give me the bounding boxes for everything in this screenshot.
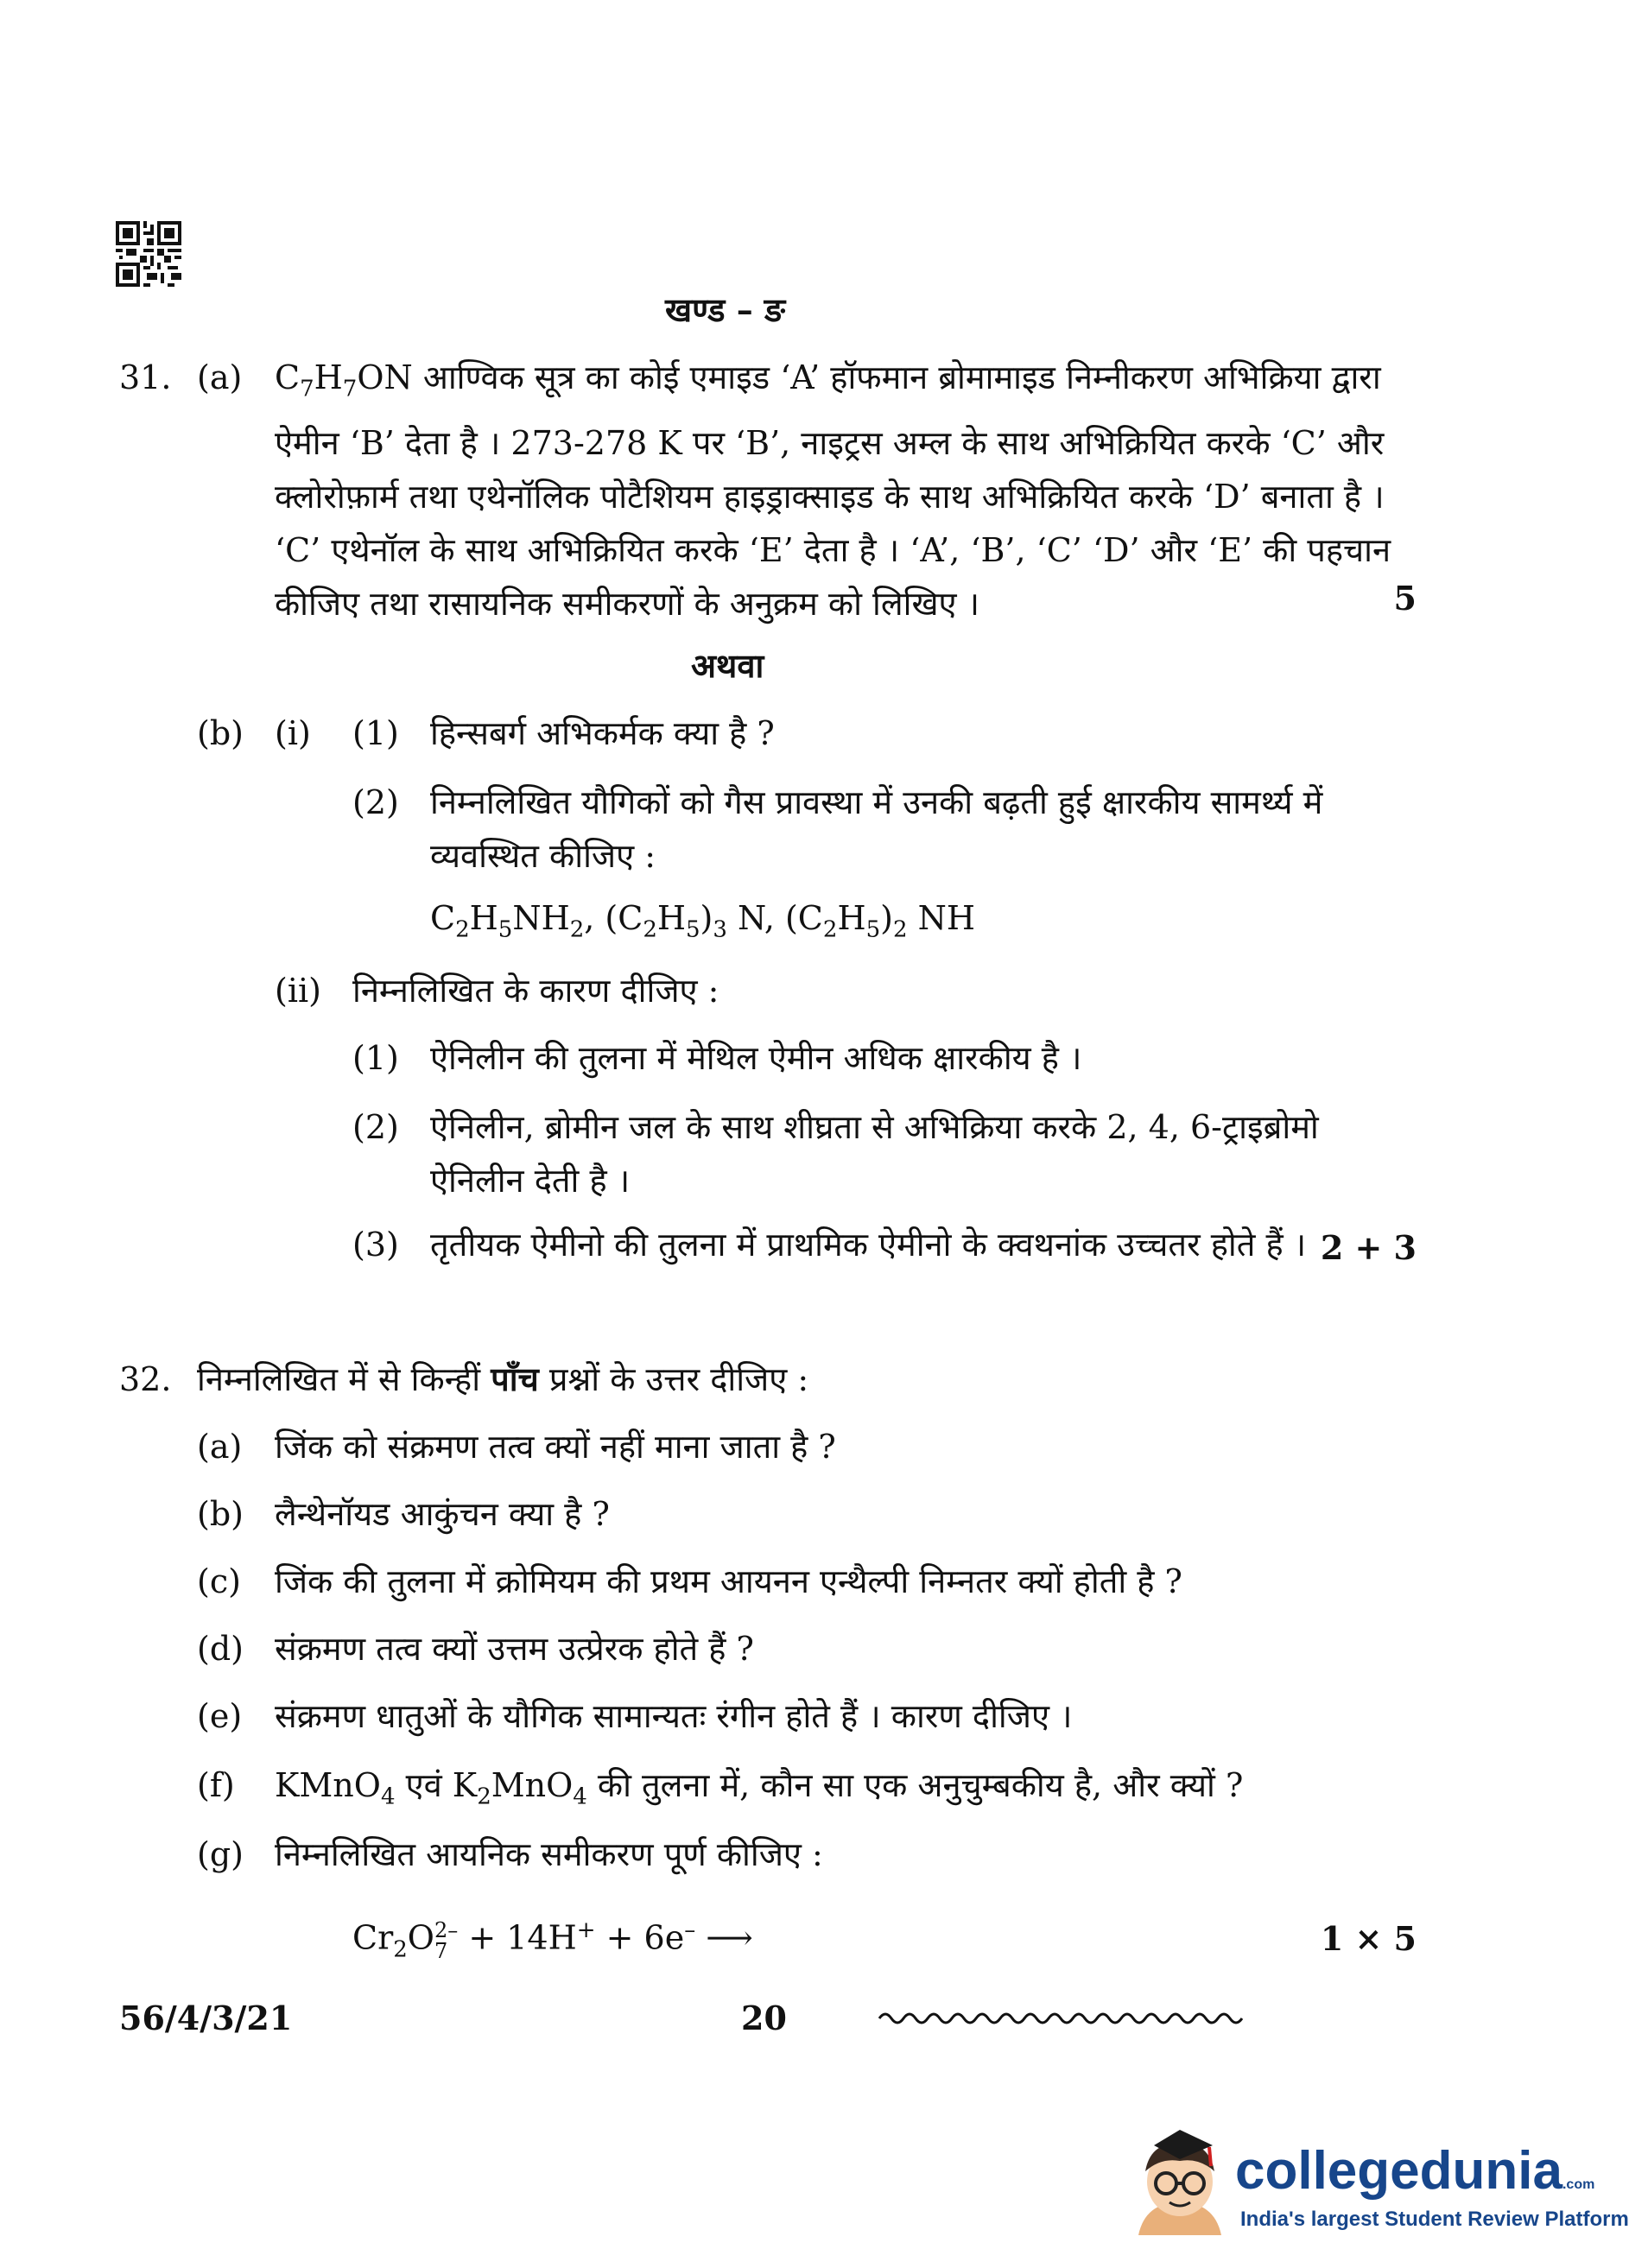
q32f-text (275, 1766, 1244, 1810)
c1r: NH (512, 899, 570, 937)
q32e-text: संक्रमण धातुओं के यौगिक सामान्यतः रंगीन होते हैं । कारण दीजिए । (275, 1697, 1073, 1735)
q31b-i-label: (i) (275, 714, 311, 752)
f-rest: की तुलना में, कौन सा एक अनुचुम्बकीय है, और क्यों ? (586, 1766, 1244, 1804)
q32g-text: निम्नलिखित आयनिक समीकरण पूर्ण कीजिए : (275, 1835, 823, 1873)
q32d-text: संक्रमण तत्व क्यों उत्तम उत्प्रेरक होते हैं ? (275, 1630, 754, 1668)
eq-h-sup: + (576, 1917, 596, 1943)
q32f-label: (f) (197, 1766, 235, 1804)
c2cs: 3 (713, 916, 727, 943)
q31a-label: (a) (197, 358, 243, 396)
eq-e-sup: – (684, 1917, 696, 1943)
q31-number: 31. (119, 358, 172, 396)
q32b-text: लैन्थेनॉयड आकुंचन क्या है ? (275, 1495, 610, 1533)
q31b-i2-line1: निम्नलिखित यौगिकों को गैस प्रावस्था में उनकी बढ़ती हुई क्षारकीय सामर्थ्य में (430, 783, 1323, 821)
q31b-i2-line2: व्यवस्थित कीजिए : (430, 837, 656, 875)
q32g-label: (g) (197, 1835, 244, 1873)
q32b-label: (b) (197, 1495, 244, 1533)
c2r: N, (C (726, 899, 823, 937)
formula-c: C (275, 358, 301, 396)
q31b-i2-text (430, 776, 1322, 883)
eq-o-scripts (434, 1918, 459, 1964)
or-separator: अथवा (691, 646, 764, 685)
formula-rest: ON (357, 358, 413, 396)
q31b-ii2-line2: ऐनिलीन देती है । (430, 1162, 631, 1200)
compounds-list (430, 899, 975, 943)
paper-code: 56/4/3/21 (119, 1999, 293, 2037)
formula-c-sub: 7 (300, 376, 314, 402)
c2c: ) (700, 899, 713, 937)
mno4-sub: 4 (573, 1783, 587, 1810)
q32-intro (197, 1359, 809, 1398)
c1h: H (469, 899, 498, 937)
eq-o: O (407, 1918, 434, 1957)
q32a-label: (a) (197, 1428, 243, 1466)
formula-h: H (314, 358, 343, 396)
q32-marks: 1 × 5 (1320, 1919, 1417, 1958)
c1: C (430, 899, 456, 937)
q32d-label: (d) (197, 1630, 244, 1668)
q31b-label: (b) (197, 714, 244, 752)
c1rs: 2 (569, 916, 585, 943)
q31a-line1 (275, 351, 1391, 416)
f-mid: एवं K (395, 1766, 478, 1804)
q32a-text: जिंक को संक्रमण तत्व क्यों नहीं माना जाता है ? (275, 1428, 836, 1466)
q31b-ii2-label: (2) (352, 1108, 399, 1146)
q31b-i1-label: (1) (352, 714, 399, 752)
eq-o-sub: 7 (434, 1939, 448, 1964)
brand-tagline: India's largest Student Review Platform (1240, 2208, 1629, 2231)
eq-arrow: ⟶ (695, 1918, 753, 1957)
brand-logo (1235, 2140, 1594, 2201)
q31a-text (275, 351, 1391, 630)
section-title: खण्ड – ङ (665, 290, 786, 329)
kmno4: KMnO (275, 1766, 381, 1804)
eq-cr: Cr (352, 1918, 394, 1957)
q32e-label: (e) (197, 1697, 243, 1735)
mno4: MnO (491, 1766, 574, 1804)
q31b-ii-label: (ii) (275, 972, 321, 1010)
q31b-ii1-text: ऐनिलीन की तुलना में मेथिल ऐमीन अधिक क्षारकीय है । (430, 1039, 1082, 1077)
c3h: H (837, 899, 866, 937)
eq-o-sup: 2– (434, 1918, 459, 1943)
c2hs: 5 (686, 916, 700, 943)
c1hs: 5 (498, 916, 513, 943)
eq-cr-sub: 2 (393, 1936, 408, 1963)
eq-rest2: + 6e (595, 1918, 685, 1957)
k2-sub: 2 (477, 1783, 491, 1810)
c2s: 2 (643, 916, 657, 943)
c3hs: 5 (865, 916, 881, 943)
line1-text: आण्विक सूत्र का कोई एमाइड ‘A’ हॉफमान ब्रोमामाइड निम्नीकरण अभिक्रिया द्वारा (422, 358, 1381, 396)
q32-intro-bold: पाँच (491, 1359, 539, 1398)
c3cs: 2 (892, 916, 908, 943)
ionic-equation (352, 1917, 753, 1964)
formula-h-sub: 7 (342, 376, 358, 402)
q31b-ii2-line1: ऐनिलीन, ब्रोमीन जल के साथ शीघ्रता से अभिक्रिया करके 2, 4, 6-ट्राइब्रोमो (430, 1108, 1319, 1146)
c3r: NH (907, 899, 975, 937)
q31a-line5: कीजिए तथा रासायनिक समीकरणों के अनुक्रम को लिखिए । (275, 584, 980, 623)
q31b-ii2-text (430, 1100, 1319, 1207)
brand-tld: .com (1562, 2177, 1595, 2192)
brand-name: collegedunia (1235, 2141, 1562, 2201)
c3s: 2 (822, 916, 838, 943)
q32c-text: जिंक की तुलना में क्रोमियम की प्रथम आयनन एन्थैल्पी निम्नतर क्यों होती है ? (275, 1562, 1182, 1600)
c3c: ) (880, 899, 893, 937)
q31b-ii-text: निम्नलिखित के कारण दीजिए : (352, 972, 719, 1010)
eq-rest1: + 14H (458, 1918, 577, 1957)
q31b-marks: 2 + 3 (1320, 1228, 1417, 1267)
q32-intro-after: प्रश्नों के उत्तर दीजिए : (538, 1360, 809, 1398)
kmno4-sub: 4 (380, 1783, 396, 1810)
q31a-line4: ‘C’ एथेनॉल के साथ अभिक्रियित करके ‘E’ देता है । ‘A’, ‘B’, ‘C’ ‘D’ और ‘E’ की पहचान (275, 530, 1391, 569)
page-number: 20 (741, 1999, 787, 2037)
q32c-label: (c) (197, 1562, 241, 1600)
q31a-marks: 5 (1393, 579, 1417, 618)
student-mascot-icon (1130, 2123, 1230, 2244)
q31b-i2-label: (2) (352, 783, 399, 821)
qr-code (116, 221, 181, 287)
q31b-ii3-text: तृतीयक ऐमीनो की तुलना में प्राथमिक ऐमीनो के क्वथनांक उच्चतर होते हैं । (430, 1226, 1307, 1264)
q31b-ii3-label: (3) (352, 1226, 399, 1264)
q31b-ii1-label: (1) (352, 1039, 399, 1077)
q31a-line3: क्लोरोफ़ार्म तथा एथेनॉलिक पोटैशियम हाइड्राक्साइड के साथ अभिक्रियित करके ‘D’ बनाता है । (275, 477, 1385, 516)
c2h: H (656, 899, 686, 937)
c1s: 2 (455, 916, 470, 943)
sep1: , (C (584, 899, 643, 937)
wavy-line-decoration (879, 2005, 1242, 2031)
q31a-line2: ऐमीन ‘B’ देता है । 273-278 K पर ‘B’, नाइट्रस अम्ल के साथ अभिक्रियित करके ‘C’ और (275, 423, 1385, 462)
q32-number: 32. (119, 1360, 172, 1398)
q32-intro-before: निम्नलिखित में से किन्हीं (197, 1360, 491, 1398)
q31b-i1-text: हिन्सबर्ग अभिकर्मक क्या है ? (430, 714, 775, 752)
